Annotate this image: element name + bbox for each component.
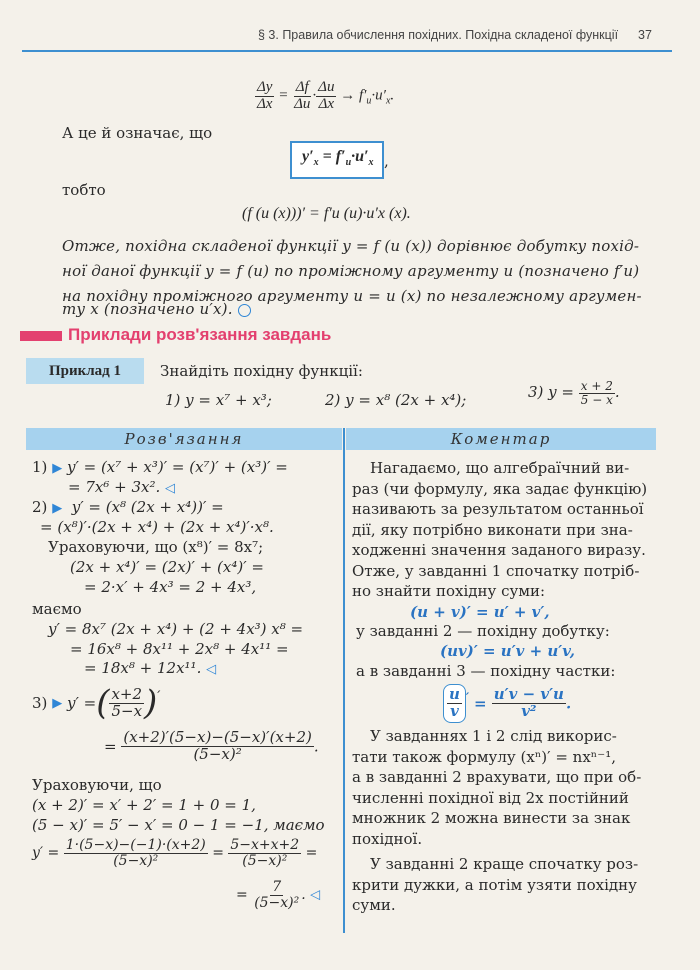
solution-2-line-5: = 2·x′ + 4x³ = 2 + 4x³,: [84, 578, 257, 596]
definition-line-3: на похідну проміжного аргументу u = u (x) по незалежному аргумен-: [62, 287, 642, 305]
example-task: Знайдіть похідну функції:: [160, 362, 363, 380]
commentary-header: Коментар: [346, 428, 656, 450]
end-marker-icon: ◁: [165, 481, 176, 496]
page-number: 37: [638, 28, 652, 42]
solution-2-line-7: y′ = 8x⁷ (2x + x⁴) + (2 + 4x³) x⁸ =: [48, 620, 304, 638]
section-marker: [20, 331, 62, 341]
example-item-2: 2) y = x⁸ (2x + x⁴);: [325, 391, 467, 409]
solution-2-line-2: = (x⁸)′·(2x + x⁴) + (2x + x⁴)′·x⁸.: [40, 518, 274, 536]
solution-header: Розв'язання: [26, 428, 342, 450]
solution-3-line-2: = $\frac{(x+2)'(5-x)-(5-x)'(x+2)}{\text{(5−x)²}}$ .: [104, 728, 319, 763]
definition-line-1: Отже, похідна складеної функції y = f (u (x)) дорівнює добутку похід-: [62, 237, 640, 255]
end-marker-icon: ◁: [310, 887, 321, 903]
comment-formula-product: (uv)′ = u′v + u′v,: [440, 642, 575, 660]
example-item-1: 1) y = x⁷ + x³;: [165, 391, 272, 409]
example-item-3: 3) y = $\frac{x + 2}{5 - x}$ .: [528, 379, 620, 407]
header-rule: [22, 50, 672, 52]
solution-3-line-4: (x + 2)′ = x′ + 2′ = 1 + 0 = 1,: [32, 796, 256, 814]
solution-3-line-7: = $\frac{7}{\text{(5−x)²}}$ . ◁: [236, 879, 321, 911]
example-badge: Приклад 1: [26, 358, 144, 384]
definition-line-4: ту x (позначено u′x).: [62, 300, 251, 318]
solution-2-line-1: 2) ▶ y′ = (x⁸ (2x + x⁴))′ =: [32, 498, 224, 516]
solution-3-line-5: (5 − x)′ = 5′ − x′ = 0 − 1 = −1, маємо: [32, 816, 325, 834]
comment-paragraph-1: Нагадаємо, що алгебраїчний ви- раз (чи формулу, яка задає функцію) називають за результатом останньої дії, яку потрібно виконати при зна- ходженні значення заданого виразу. Отже, у завданні 1 спочатку потріб- но знайти похідну суми:: [352, 459, 648, 600]
start-marker-icon: ▶: [52, 501, 63, 516]
solution-2-line-6: маємо: [32, 600, 82, 618]
solution-2-line-9: = 18x⁸ + 12x¹¹. ◁: [84, 659, 217, 677]
formula-limit: $\frac{\Delta y}{\Delta x}$ = $\frac{\Delta f}{\Delta u}$ · $\frac{\Delta u}{\Delta x}$ → $f'_u\cdot u'_x$.: [257, 79, 395, 112]
start-marker-icon: ▶: [52, 696, 63, 711]
solution-2-line-3: Ураховуючи, що (x⁸)′ = 8x⁷;: [48, 538, 264, 556]
formula-chain-rule: (f (u (x)))′ = f′u (u)·u′x (x).: [242, 205, 411, 222]
text-tobto: тобто: [62, 181, 106, 199]
column-divider: [343, 428, 345, 933]
running-header: § 3. Правила обчислення похідних. Похідна складеної функції: [258, 28, 619, 42]
comment-paragraph-2: у завданні 2 — похідну добутку:: [356, 622, 610, 640]
boxed-comma: ,: [384, 152, 389, 170]
end-of-definition-icon: [238, 304, 251, 317]
solution-3-line-6: y′ = $\frac{1\cdot(5-x)-(-1)\cdot(x+2)}{\text{(5−x)²}}$ = $\frac{5-x+x+2}{\text{(5−x)²}}$ =: [32, 837, 318, 869]
solution-1-line-2: = 7x⁶ + 3x². ◁: [68, 478, 176, 496]
comment-formula-sum: (u + v)′ = u′ + v′,: [410, 603, 550, 621]
text-line-a: А це й означає, що: [62, 124, 213, 142]
comment-paragraph-5: У завданні 2 краще спочатку роз- крити дужки, а потім узяти похідну суми.: [352, 855, 639, 914]
comment-paragraph-3: а в завданні 3 — похідну частки:: [356, 662, 616, 680]
definition-line-2: ної даної функції y = f (u) по проміжному аргументу u (позначено f′u): [62, 262, 640, 280]
boxed-formula: $y'_x = f'_u\cdot u'_x$: [302, 148, 374, 169]
solution-2-line-4: (2x + x⁴)′ = (2x)′ + (x⁴)′ =: [70, 558, 264, 576]
solution-1-line-1: 1) ▶ y′ = (x⁷ + x³)′ = (x⁷)′ + (x³)′ =: [32, 458, 288, 476]
solution-2-line-8: = 16x⁸ + 8x¹¹ + 2x⁸ + 4x¹¹ =: [70, 640, 289, 658]
start-marker-icon: ▶: [52, 461, 63, 476]
solution-3-line-3: Ураховуючи, що: [32, 776, 162, 794]
comment-formula-quotient: $\frac{u}{v}$ ′ = $\frac{u'v - v'u}{\text{v²}}$ .: [443, 684, 571, 723]
solution-3-line-1: 3) ▶ y′ =( $\frac{x+2}{5-x}$ )′: [32, 683, 161, 723]
section-title: Приклади розв'язання завдань: [68, 325, 332, 344]
end-marker-icon: ◁: [206, 662, 217, 677]
comment-paragraph-4: У завданнях 1 і 2 слід викорис- тати також формулу (xⁿ)′ = nxⁿ⁻¹, а в завданні 2 врахувати, що при об- численні похідної від 2x постійний множник 2 можна винести за знак похідної.: [352, 727, 642, 848]
